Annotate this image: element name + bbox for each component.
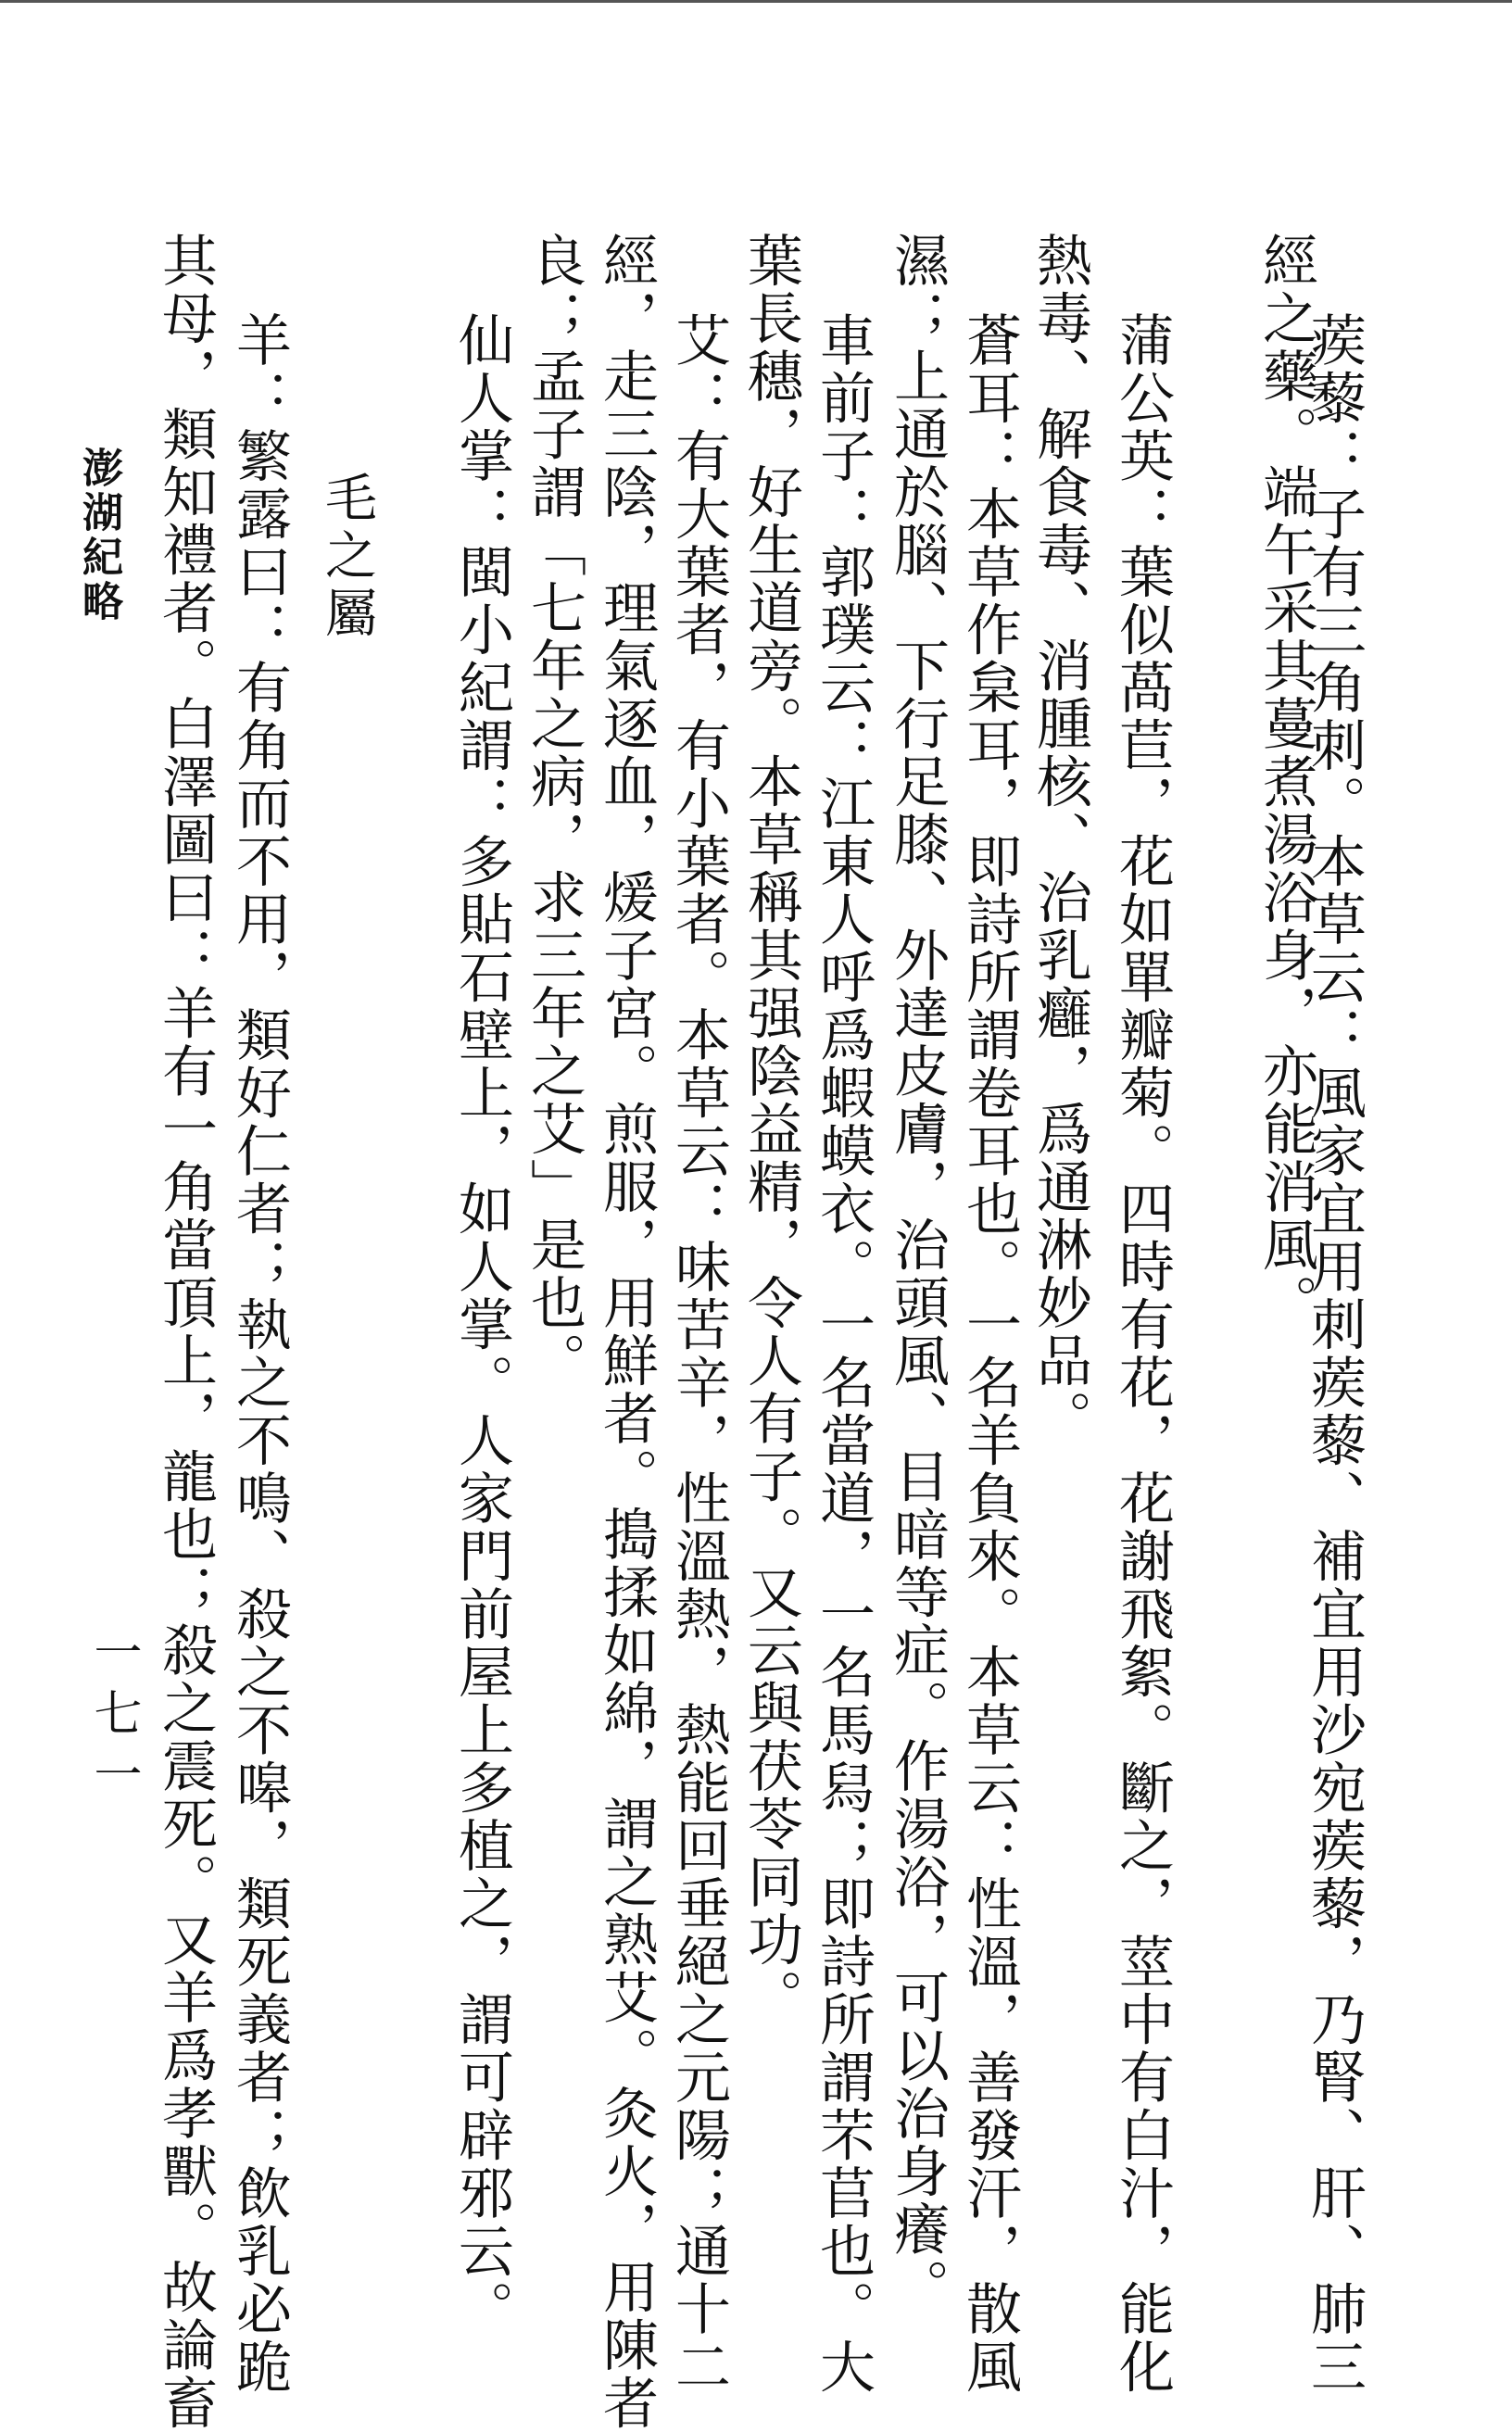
page-number: 一七一 — [85, 1627, 141, 1810]
text-column-1: 蒺藜：子有三角刺。本草云：風家宜用刺蒺藜、補宜用沙宛蒺藜，乃腎、肝、肺三 — [1302, 311, 1367, 2396]
text-column-5: 蒼耳：本草作枲耳，即詩所謂卷耳也。一名羊負來。本草云：性溫，善發汗，散風 — [957, 311, 1022, 2396]
text-column-6: 濕；上通於腦、下行足膝、外達皮膚，治頭風、目暗等症。作湯浴，可以治身癢。 — [885, 232, 950, 2316]
section-heading: 毛之屬 — [317, 471, 377, 643]
book-title: 澎湖紀略 — [75, 447, 122, 624]
text-column-13: 羊：繁露曰：有角而不用，類好仁者；執之不鳴、殺之不嗥，類死義者；飲乳必跪 — [227, 311, 292, 2396]
text-column-12: 仙人掌：閩小紀謂：多貼石壁上，如人掌。人家門前屋上多植之，謂可辟邪云。 — [449, 311, 514, 2338]
text-column-10: 經，走三陰，理氣逐血，煖子宮。煎服，用鮮者。搗揉如綿，謂之熟艾。灸火，用陳者 — [594, 232, 659, 2432]
text-column-3: 蒲公英：葉似萵苣，花如單瓣菊。四時有花，花謝飛絮。斷之，莖中有白汁，能化 — [1110, 311, 1175, 2396]
text-column-14: 其母，類知禮者。白澤圖曰：羊有一角當頂上，龍也；殺之震死。又羊爲孝獸。故論畜 — [153, 232, 218, 2432]
scan-top-edge — [0, 0, 1512, 3]
text-column-4: 熱毒、解食毒、消腫核、治乳癰，爲通淋妙品。 — [1027, 232, 1092, 1448]
text-column-2: 經之藥。端午采其蔓煮湯浴身，亦能消風。 — [1254, 232, 1318, 1332]
text-column-7: 車前子：郭璞云：江東人呼爲蝦蟆衣。一名當道，一名馬舄；即詩所謂芣苢也。大 — [811, 311, 876, 2396]
text-column-9: 艾：有大葉者，有小葉者。本草云：味苦辛，性溫熱，熱能回垂絕之元陽；通十二 — [666, 311, 731, 2396]
text-column-8: 葉長穗，好生道旁。本草稱其强陰益精，令人有子。又云與茯苓同功。 — [738, 232, 803, 2027]
text-column-11: 良；孟子謂「七年之病，求三年之艾」是也。 — [522, 232, 586, 1390]
